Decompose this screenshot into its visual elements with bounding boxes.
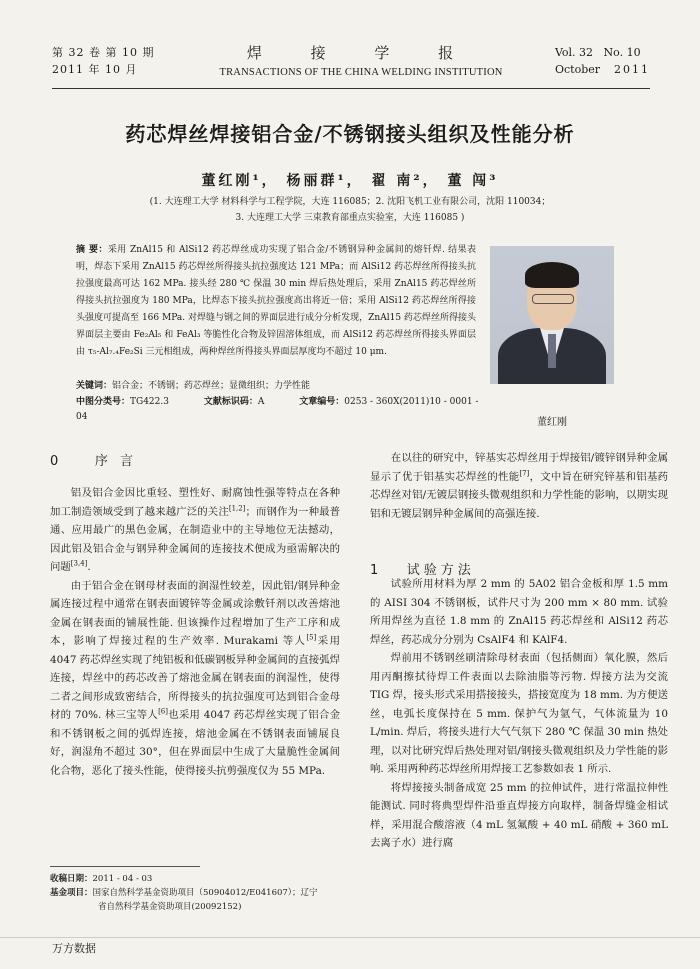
method-paragraph-2: 焊前用不锈钢丝刷清除母材表面（包括侧面）氧化膜，然后用丙酮擦拭待焊工件表面以去除油脂等污物. 焊接方法为交流 TIG 焊，接头形式采用搭接接头，搭接宽度为 18 mm. 为方便送丝，电弧长度保持在 5 mm. 保护气为氩气，气体流量为 10 L/min. 焊后，将接头进行大气气氛下 280 ℃ 保温 30 min 热处理，以对比研究焊后热处理对铝/钢接头微观组织及力学性能的影响. 采用两种药芯焊丝所用焊接工艺参数如表 1 所示.: [370, 652, 668, 775]
footnote-fund: 基金项目：国家自然科学基金资助项目（50904012/E041607）；辽宁 省自然科学基金资助项目(20092152): [50, 888, 318, 912]
section-1-number: 1: [370, 563, 383, 578]
article-no: 0253 - 360X(2011)10 - 0001 - 04: [76, 397, 479, 422]
date-cn: 2011 年 10 月: [52, 63, 138, 76]
intro-paragraph-2: 由于铝合金在钢母材表面的润湿性较差，因此铝/钢异种金属连接过程中通常在钢表面镀锌等金属或涂敷钎剂以改善熔池金属在钢表面的铺展性能. 但该操作过程增加了生产工序和成本，影响了焊接过程的生产效率. Murakami 等人[5]采用 4047 药芯焊丝实现了纯铝板和低碳钢板异种金属间的直接弧焊连接，焊丝中的药芯改善了熔池金属在钢表面的润湿性，使得二者之间形成致密结合，所得接头的抗拉强度可达到铝合金母材的 70%. 林三宝等人[6]也采用 4047 药芯焊丝实现了铝合金和不锈钢板之间的弧焊连接，熔池金属在不锈钢表面铺展良好，润湿角不超过 30°，但在界面层中生成了大量脆性金属间化合物，恶化了接头性能，使得接头抗剪强度仅为 55 MPa.: [50, 579, 340, 777]
keywords: [76, 379, 496, 394]
citation: [6]: [158, 707, 168, 716]
journal-title-cn: 焊 接 学 报: [246, 44, 476, 62]
abstract: [76, 242, 476, 361]
clc-code: TG422.3: [130, 397, 169, 407]
header-right: [555, 44, 650, 78]
abstract-label: 摘 要：: [76, 245, 108, 255]
doc-code: A: [257, 397, 265, 407]
header-left: [52, 44, 154, 78]
month-en: October: [554, 63, 600, 76]
bottom-rule: [0, 937, 700, 938]
section-0-number: 0: [50, 454, 63, 469]
journal-title-en: TRANSACTIONS OF THE CHINA WELDING INSTITUTION: [219, 67, 503, 78]
classification-line: [76, 395, 496, 425]
section-0-title: 序 言: [94, 454, 137, 469]
doc-code-label: 文献标识码：: [203, 397, 258, 407]
keywords-text: 铝合金；不锈钢；药芯焊丝；显微组织；力学性能: [112, 381, 311, 391]
year-en: 2011: [614, 63, 650, 76]
section-0-heading: [50, 450, 137, 469]
left-column: [50, 484, 340, 780]
abstract-text: 采用 ZnAl15 和 AlSi12 药芯焊丝成功实现了铝合金/不锈钢异种金属间的熔钎焊. 结果表明，焊态下采用 ZnAl15 药芯焊丝所得接头抗拉强度达 121 MPa；而 AlSi12 药芯焊丝所得接头抗拉强度最高可达 162 MPa. 接头经 280 ℃ 保温 30 min 焊后热处理后，采用 ZnAl15 药芯焊丝所得接头抗拉强度为 180 MPa，比焊态下接头抗拉强度高出将近一倍；采用 AlSi12 药芯焊丝所得接头强度可提高至 166 MPa. 对焊缝与钢之间的界面层进行成分分析发现，ZnAl15 药芯焊丝所得接头界面层主要由 Fe₂Al₅ 和 FeAl₃ 等脆性化合物及锌固溶体组成，而 AlSi12 药芯焊丝所得接头界面层由 τ₅-Al₇.₄Fe₂Si 三元相组成，两种焊丝所得接头界面层厚度均不超过 10 μm.: [76, 245, 477, 357]
header-center: [192, 44, 530, 81]
citation: [7]: [519, 469, 530, 478]
footnote-rule: [50, 866, 200, 867]
intro-paragraph-3: 在以往的研究中，锌基实芯焊丝用于焊接铝/镀锌钢异种金属显示了优于铝基实芯焊丝的性能[7]，文中旨在研究锌基和铝基药芯焊丝对铝/无镀层钢接头微观组织和力学性能的影响，以期实现铝和无镀层钢异种金属间的高强连接.: [370, 452, 668, 520]
article-no-label: 文章编号：: [299, 397, 345, 407]
volume-cn: 第 32 卷 第 10 期: [52, 46, 155, 59]
right-column: [370, 449, 668, 853]
paper-title: 药芯焊丝焊接铝合金/不锈钢接头组织及性能分析: [125, 122, 575, 146]
method-paragraph-1: 试验所用材料为厚 2 mm 的 5A02 铝合金板和厚 1.5 mm 的 AISI 304 不锈钢板，试件尺寸为 200 mm × 80 mm. 试验所用焊丝为直径 1.8 mm 的 ZnAl15 药芯焊丝和 AlSi12 药芯焊丝，药芯成分分别为 CsAlF4 和 KAlF4.: [370, 578, 668, 646]
volume-en: Vol. 32: [554, 46, 594, 59]
footnote-received: 收稿日期：2011 - 04 - 03: [50, 874, 153, 884]
author-list: 董红刚¹， 杨丽群¹， 翟 南²， 董 闯³: [201, 173, 499, 189]
keywords-label: 关键词：: [76, 381, 113, 391]
method-paragraph-3: 将焊接接头制备成宽 25 mm 的拉伸试件，进行常温拉伸性能测试. 同时将典型焊件沿垂直焊接方向取样，制备焊缝金相试样，采用混合酸溶液（4 mL 氢氟酸 + 40 mL 硝酸 + 360 mL 去离子水）进行腐: [370, 781, 668, 849]
header-rule: [52, 88, 650, 89]
citation: [3,4]: [70, 559, 88, 568]
citation: [1,2]: [228, 504, 246, 513]
author-photo: [490, 246, 614, 384]
clc-label: 中图分类号：: [76, 397, 131, 407]
running-header: [52, 44, 650, 88]
citation: [5]: [306, 633, 317, 642]
affiliation-line-1: (1. 大连理工大学 材料科学与工程学院，大连 116085；2. 沈阳飞机工业有限公司，沈阳 110034；: [149, 197, 551, 207]
database-watermark: 万方数据: [52, 942, 96, 955]
issue-en: No. 10: [603, 46, 641, 59]
section-1-heading: [370, 559, 475, 578]
section-1-title: 试验方法: [406, 563, 475, 578]
affiliation-line-2: 3. 大连理工大学 三束教育部重点实验室，大连 116085 ): [235, 213, 465, 223]
author-photo-caption: 董红刚: [537, 417, 567, 428]
intro-paragraph-1: 铝及铝合金因比重轻、塑性好、耐腐蚀性强等特点在各种加工制造领域受到了越来越广泛的关注[1,2]；而钢作为一种最普通、应用最广的黑色金属，在制造业中的主导地位无法撼动，因此铝及铝合金与钢异种金属间的连接技术便成为亟需解决的问题[3,4].: [50, 487, 341, 573]
